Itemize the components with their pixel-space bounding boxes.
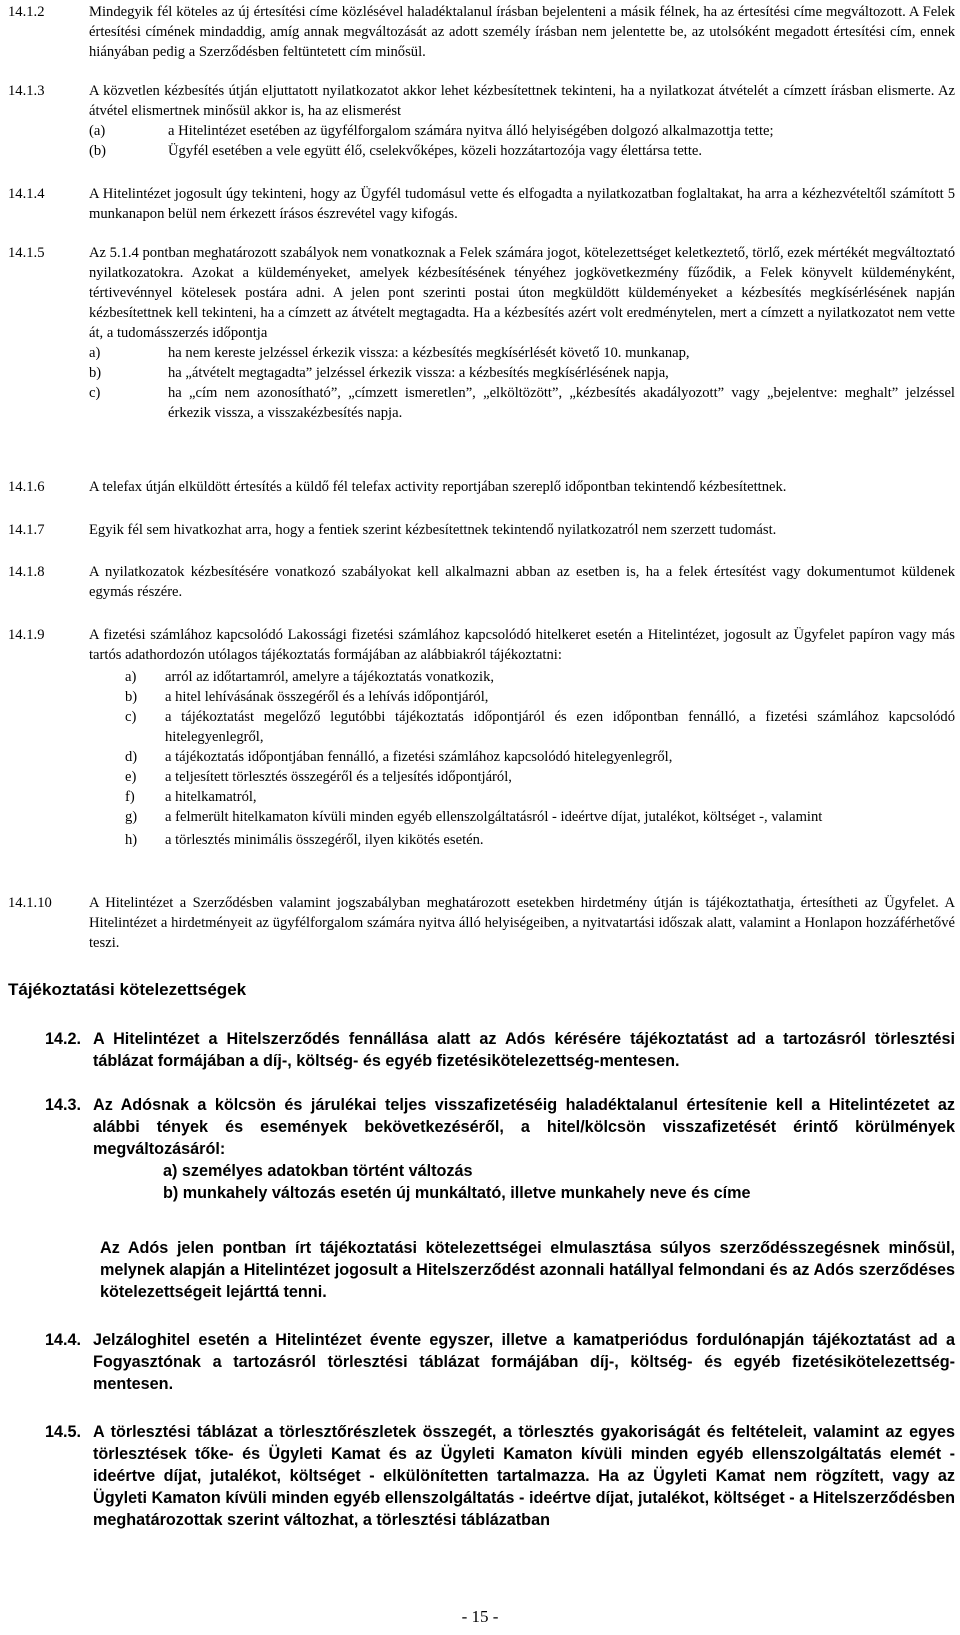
item-label: (a) <box>89 123 106 139</box>
list-item <box>125 747 955 767</box>
section-number: 14.2. <box>45 1030 82 1048</box>
item-label: f) <box>125 789 135 805</box>
item-text: a teljesített törlesztés összegéről és a teljesítés időpontjáról, <box>165 769 512 785</box>
clause-number: 14.1.5 <box>8 245 45 261</box>
item-text: a Hitelintézet esetében az ügyfélforgalom számára nyitva álló helyiségében dolgozó alkalmazottja tette; <box>168 123 774 139</box>
section-number: 14.4. <box>45 1331 82 1349</box>
clause-text: A fizetési számlához kapcsolódó Lakossági fizetési számlához kapcsolódó hitelkeret esetén a Hitelintézet, jogosult az Ügyfelet papíron vagy más tartós adathordozón utólagos tájékoztatás formájában az alábbiakról tájékoztatni: <box>89 627 955 663</box>
list-item <box>89 141 955 161</box>
section-heading: Tájékoztatási kötelezettségek <box>8 980 247 999</box>
clause-text: A Hitelintézet jogosult úgy tekinteni, hogy az Ügyfél tudomásul vette és elfogadta a nyilatkozatban foglaltakat, ha arra a kézhezvételtől számított 5 munkanapon belül nem érkezett írásos észrevétel vagy kifogás. <box>89 186 955 222</box>
list-item <box>89 121 955 141</box>
clause-text: A telefax útján elküldött értesítés a küldő fél telefax activity reportjában szereplő időpontban tekintendő kézbesítettnek. <box>89 479 787 495</box>
item-label: b) <box>125 689 138 705</box>
item-label: a) <box>125 669 137 685</box>
section-number: 14.3. <box>45 1096 82 1114</box>
item-label: b) <box>89 365 102 381</box>
section-number: 14.5. <box>45 1423 82 1441</box>
clause-number: 14.1.6 <box>8 479 45 495</box>
clause-number: 14.1.7 <box>8 522 45 538</box>
item-label: d) <box>125 749 138 765</box>
item-text: a hitelkamatról, <box>165 789 257 805</box>
item-text: Ügyfél esetében a vele együtt élő, cselekvőképes, közeli hozzátartozója vagy élettársa tette. <box>168 143 703 159</box>
item-text: ha nem kereste jelzéssel érkezik vissza: a kézbesítés megkísérlését követő 10. munkanap, <box>168 345 690 361</box>
clause-number: 14.1.3 <box>8 83 45 99</box>
list-item <box>125 830 955 850</box>
list-item <box>125 667 955 687</box>
page-number: - 15 - <box>461 1607 499 1626</box>
clause-number: 14.1.10 <box>8 895 52 911</box>
list-item <box>89 383 955 423</box>
list-item <box>89 343 955 363</box>
item-label: h) <box>125 832 138 848</box>
clause-text: Mindegyik fél köteles az új értesítési címe közlésével haladéktalanul írásban bejelenteni a másik félnek, ha az értesítési címe megváltozott. A Felek értesítési címének mindaddig, amíg annak megváltozását az adott személy írásban nem jelentette be, az utolsóként megadott értesítési cím, ennek hiányában pedig a Szerződésben feltüntetett cím minősül. <box>89 4 955 60</box>
item-text: ha „cím nem azonosítható”, „címzett ismeretlen”, „elköltözött”, „kézbesítés akadályozott” vagy „bejelentve: meghalt” jelzéssel érkezik vissza, a visszakézbesítés napja. <box>168 385 955 421</box>
item-text: a törlesztés minimális összegéről, ilyen kikötés esetén. <box>165 832 484 848</box>
item-text: a tájékoztatást megelőző legutóbbi tájékoztatás időpontjáról és ezen időpontban fennálló, a fizetési számlához kapcsolódó hitelegyenlegről, <box>165 709 955 745</box>
list-item <box>89 363 955 383</box>
item-text: a tájékoztatás időpontjában fennálló, a fizetési számlához kapcsolódó hitelegyenlegről, <box>165 749 673 765</box>
item-text: a hitel lehívásának összegéről és a lehívás időpontjáról, <box>165 689 489 705</box>
clause-number: 14.1.8 <box>8 564 45 580</box>
list-item: b) munkahely változás esetén új munkáltató, illetve munkahely neve és címe <box>163 1184 751 1202</box>
item-label: c) <box>125 709 137 725</box>
clause-text: A Hitelintézet a Szerződésben valamint jogszabályban meghatározott esetekben hirdetmény útján is tájékoztathatja, értesítheti az Ügyfelet. A Hitelintézet a hirdetményeit az ügyfélforgalom számára nyitva álló helyiségeiben, a nyitvatartási időszak alatt, valamint a Honlapon hozzáférhetővé teszi. <box>89 895 955 951</box>
section-text: A törlesztési táblázat a törlesztőrészletek összegét, a törlesztés gyakoriságát és feltételeit, valamint az egyes törlesztések tőke- és Ügyleti Kamat és az Ügyleti Kamaton kívüli minden egyéb ellenszolgáltatás elemét - ideértve díjat, jutalékot, költséget - elkülönítetten tartalmazza. Ha az Ügyleti Kamat nem rögzített, vagy az Ügyleti Kamaton kívüli minden egyéb ellenszolgáltatás - ideértve díjat, jutalékot, költséget - a Hitelszerződésben meghatározottak szerint változhat, a törlesztési táblázatban <box>93 1423 955 1529</box>
clause-number: 14.1.4 <box>8 186 45 202</box>
section-text: Az Adósnak a kölcsön és járulékai teljes visszafizetéséig haladéktalanul értesítenie kell a Hitelintézetet az alábbi tények és események bekövetkezéséről, a hitel/kölcsön visszafizetését érintő körülmények megváltozásáról: <box>93 1096 955 1158</box>
item-label: (b) <box>89 143 107 159</box>
item-text: arról az időtartamról, amelyre a tájékoztatás vonatkozik, <box>165 669 495 685</box>
list-item <box>125 767 955 787</box>
list-item: a) személyes adatokban történt változás <box>163 1162 473 1180</box>
list-item <box>125 787 955 807</box>
list-item <box>125 807 955 827</box>
paragraph-14-3-consequence: Az Adós jelen pontban írt tájékoztatási kötelezettségei elmulasztása súlyos szerződésszegésnek minősül, melynek alapján a Hitelintézet jogosult a Hitelszerződést azonnali hatállyal felmondani és az Adós szerződéses kötelezettségeit lejárttá tenni. <box>100 1239 955 1301</box>
clause-text: A nyilatkozatok kézbesítésére vonatkozó szabályokat kell alkalmazni abban az esetben is, ha a felek értesítést vagy dokumentumot küldenek egymás részére. <box>89 564 955 600</box>
item-label: a) <box>89 345 101 361</box>
clause-number: 14.1.9 <box>8 627 45 643</box>
section-text: Jelzáloghitel esetén a Hitelintézet évente egyszer, illetve a kamatperiódus fordulónapján tájékoztatást ad a Fogyasztónak a tartozásról törlesztési táblázat formájában díj-, költség- és egyéb fizetésikötelezettség-mentesen. <box>93 1331 955 1393</box>
item-label: g) <box>125 809 138 825</box>
item-label: c) <box>89 385 101 401</box>
item-text: ha „átvételt megtagadta” jelzéssel érkezik vissza: a kézbesítés megkísérlésének napja, <box>168 365 669 381</box>
clause-text: A közvetlen kézbesítés útján eljuttatott nyilatkozatot akkor lehet kézbesítettnek tekinteni, ha a nyilatkozat átvételét a címzett írásban elismerte. Az átvétel elismertnek minősül akkor is, ha az elismerést <box>89 83 955 119</box>
list-item <box>125 687 955 707</box>
clause-text: Egyik fél sem hivatkozhat arra, hogy a fentiek szerint kézbesítettnek tekintendő nyilatkozatról nem szerzett tudomást. <box>89 522 777 538</box>
item-label: e) <box>125 769 137 785</box>
item-text: a felmerült hitelkamaton kívüli minden egyéb ellenszolgáltatásról - ideértve díjat, jutalékot, költséget -, valamint <box>165 809 823 825</box>
clause-number: 14.1.2 <box>8 4 45 20</box>
list-item <box>125 707 955 747</box>
section-text: A Hitelintézet a Hitelszerződés fennállása alatt az Adós kérésére tájékoztatást ad a tartozásról törlesztési táblázat formájában a díj-, költség- és egyéb fizetésikötelezettség-mentesen. <box>93 1030 955 1070</box>
clause-text: Az 5.1.4 pontban meghatározott szabályok nem vonatkoznak a Felek számára jogot, kötelezettséget keletkeztető, törlő, ezek mértékét megváltoztató nyilatkozatokra. Azokat a küldeményeket, amelyek kézbesítésének tényéhez jogkövetkezmény fűződik, a Felek könyvelt küldeményként, tértivevénnyel kötelesek postára adni. A jelen pont szerinti postai úton megküldött küldeményeket a kézbesítés megkísérlésének napján kézbesítettnek kell tekinteni, ha a címzett az átvételt megtagadta. Ha a kézbesítés azért volt eredménytelen, mert a címzett a nyilatkozatot nem vette át, a tudomásszerzés időpontja <box>89 245 955 341</box>
